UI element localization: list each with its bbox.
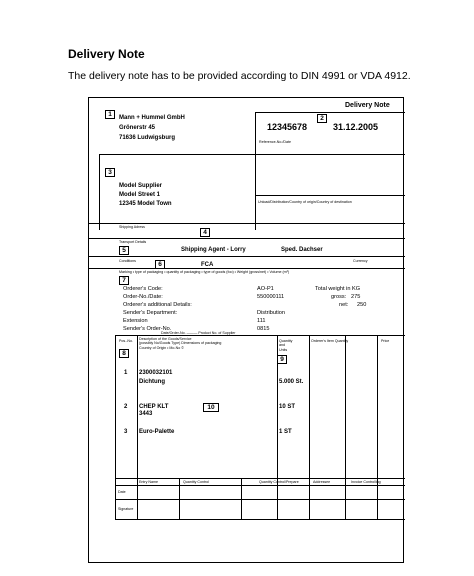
reference-label: Reference-No./Date: [259, 140, 291, 144]
field-number-6: 6: [155, 260, 165, 269]
extension-value: 111: [257, 318, 266, 324]
item-quantity: 5.000 St.: [279, 379, 304, 385]
item-pos: 2: [124, 404, 128, 410]
carrier: Sped. Dachser: [281, 247, 323, 253]
divider: [255, 195, 405, 196]
conditions-value: FCA: [201, 262, 214, 268]
extension-label: Extension: [123, 318, 148, 324]
divider: [89, 256, 405, 257]
divider: [377, 335, 378, 520]
sender-order-label: Sender's Order-No.: [123, 326, 172, 332]
divider: [345, 335, 346, 520]
item-line1: Euro-Palette: [139, 429, 175, 435]
footer-header-quantity-control: Quantity Control: [183, 480, 209, 484]
field-number-2: 2: [317, 114, 327, 123]
transport-label: Transport Details: [119, 240, 147, 244]
footer-row-date: Date: [118, 490, 126, 494]
footer-header-invoice: Invoice Controlling: [351, 480, 381, 484]
divider: [115, 499, 405, 500]
page-title: Delivery Note: [68, 47, 145, 61]
currency-label: Currency: [353, 259, 368, 263]
document-date: 31.12.2005: [333, 122, 379, 132]
divider: [115, 478, 405, 479]
divider: [241, 478, 242, 520]
item-quantity: 10 ST: [279, 404, 296, 410]
form-header: Delivery Note: [345, 102, 390, 109]
field-number-8: 8: [119, 349, 129, 358]
divider: [99, 154, 100, 230]
divider: [89, 238, 405, 239]
consignee-street: Model Street 1: [119, 192, 161, 198]
footer-row-signature: Signature: [118, 507, 134, 511]
divider: [115, 335, 116, 520]
sender-department-label: Sender's Department:: [123, 310, 178, 316]
divider: [115, 485, 405, 486]
marking-label: Marking • type of packaging • quantity of packaging • type of goods (foo) • Weight (gross/net) • Volume (m³): [119, 270, 290, 274]
last-column-header: Price: [381, 339, 390, 343]
field-number-4: 4: [200, 228, 210, 237]
destination-label: Unload/Distribution/Country of origin/Country of destination: [258, 200, 352, 204]
divider: [309, 335, 310, 520]
page-subtitle: The delivery note has to be provided according to DIN 4991 or VDA 4912.: [68, 70, 411, 82]
orderer-item-header: Orderer's Item Quantity: [311, 339, 349, 343]
item-pos: 3: [124, 429, 128, 435]
product-line-label: Date/Order-No. ——— Product No. of Supplier: [161, 331, 236, 335]
field-number-7: 7: [119, 276, 129, 285]
net-value: 250: [357, 302, 367, 308]
quantity-header: Quantity and Units: [279, 339, 293, 352]
consignee-name: Model Supplier: [119, 183, 163, 189]
field-number-3: 3: [105, 168, 115, 177]
gross-value: 275: [351, 294, 361, 300]
orderer-code-label: Orderer's Code:: [123, 286, 163, 292]
gross-label: gross:: [331, 294, 347, 300]
divider: [179, 478, 180, 520]
delivery-note-form: [88, 97, 404, 563]
shipping-address-label: Shipping Adress: [119, 225, 145, 229]
divider: [255, 112, 405, 113]
divider: [115, 519, 405, 520]
field-number-10: 10: [203, 403, 219, 412]
description-header: Description of the Goods/Service (possibly No/Goods Type) Dimensions of packaging Country of Origin • Mo-No ©: [139, 337, 222, 350]
order-no-label: Order-No./Date:: [123, 294, 163, 300]
item-line1: CHEP KLT: [139, 404, 169, 410]
sender-name: Mann + Hummel GmbH: [119, 115, 185, 121]
item-line2: Dichtung: [139, 379, 165, 385]
divider: [115, 335, 405, 336]
item-line2: 3443: [139, 411, 153, 417]
field-number-9: 9: [277, 355, 287, 364]
footer-header-entry: Entry Name: [139, 480, 158, 484]
divider: [255, 112, 256, 230]
field-number-5: 5: [119, 246, 129, 255]
item-quantity: 1 ST: [279, 429, 292, 435]
divider: [137, 335, 138, 520]
field-number-1: 1: [105, 110, 115, 119]
sender-city: 71636 Ludwigsburg: [119, 135, 176, 141]
shipping-agent: Shipping Agent - Lorry: [181, 247, 246, 253]
divider: [89, 223, 405, 224]
orderer-details-label: Orderer's additional Details:: [123, 302, 192, 308]
sender-department-value: Distribution: [257, 310, 285, 316]
document-number: 12345678: [267, 122, 308, 132]
sender-street: Grönerstr 45: [119, 125, 156, 131]
item-line1: 2300032101: [139, 370, 173, 376]
footer-header-quantity-prepare: Quantity Control/Prepare: [259, 480, 299, 484]
order-no-value: 550000111: [257, 294, 285, 300]
divider: [89, 268, 405, 269]
item-pos: 1: [124, 370, 128, 376]
sender-order-value: 0815: [257, 326, 270, 332]
footer-header-addressee: Addressee: [313, 480, 331, 484]
orderer-code-value: AO-P1: [257, 286, 274, 292]
conditions-label: Conditions: [119, 259, 136, 263]
pos-header: Pos.-No.: [119, 339, 133, 343]
consignee-city: 12345 Model Town: [119, 201, 172, 207]
total-weight-label: Total weight in KG: [315, 286, 361, 292]
net-label: net:: [339, 302, 349, 308]
divider: [99, 154, 405, 155]
